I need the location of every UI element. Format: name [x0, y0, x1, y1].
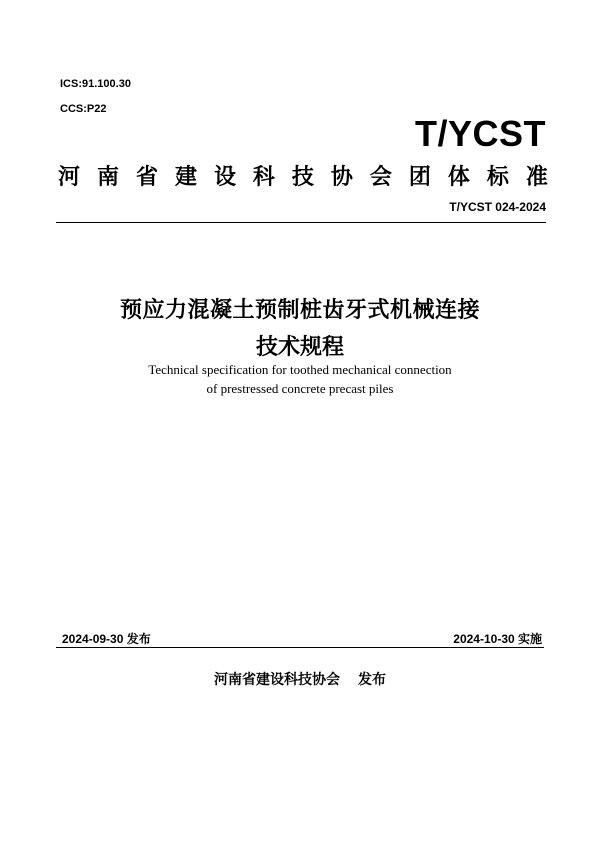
issue-date: 2024-09-30 发布 [62, 632, 151, 646]
organization-title [58, 160, 548, 191]
title-chinese-line-1: 预应力混凝土预制桩齿牙式机械连接 [119, 297, 480, 322]
header-divider [56, 222, 546, 223]
org-title-char: 科 [252, 164, 275, 189]
ccs-code: CCS:P22 [60, 103, 107, 115]
org-title-char: 河 [58, 164, 81, 189]
publisher-line [0, 669, 600, 689]
implementation-date: 2024-10-30 实施 [453, 632, 542, 646]
org-title-char: 准 [525, 164, 548, 189]
standard-brand: T/YCST [414, 113, 546, 154]
org-title-char: 技 [291, 164, 314, 189]
org-title-char: 建 [174, 164, 197, 189]
org-title-char: 体 [447, 164, 470, 189]
org-title-char: 省 [135, 164, 158, 189]
publisher-action: 发布 [358, 671, 386, 687]
standard-number: T/YCST 024-2024 [449, 200, 546, 214]
org-title-char: 南 [96, 164, 119, 189]
title-english-line-1: Technical specification for toothed mechanical connection [148, 362, 452, 377]
org-title-char: 会 [369, 164, 392, 189]
ics-code: ICS:91.100.30 [60, 78, 131, 90]
title-english-line-2: of prestressed concrete precast piles [206, 381, 394, 396]
org-title-char: 标 [486, 164, 509, 189]
org-title-char: 协 [330, 164, 353, 189]
title-chinese-line-2: 技术规程 [255, 334, 344, 359]
org-title-char: 设 [213, 164, 236, 189]
publisher-name: 河南省建设科技协会 [214, 671, 340, 687]
footer-divider [56, 647, 544, 648]
org-title-char: 团 [408, 164, 431, 189]
